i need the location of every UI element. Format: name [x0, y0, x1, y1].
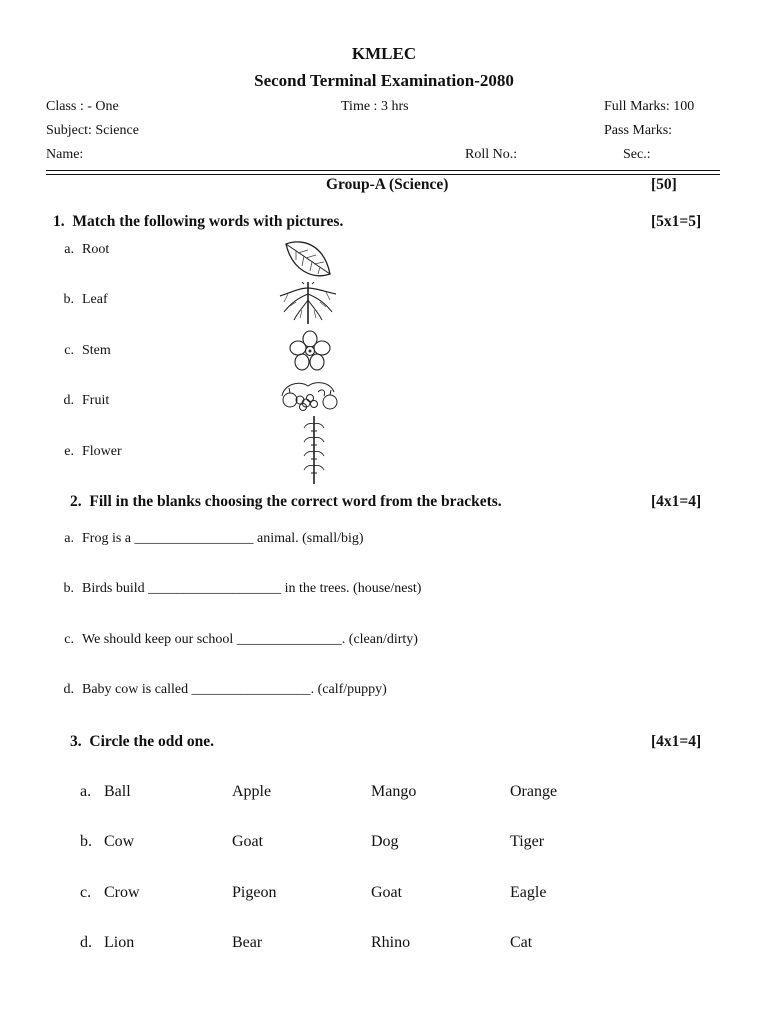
q1-item: d. Fruit	[63, 393, 110, 408]
q2-marks: [4x1=4]	[651, 493, 702, 510]
fruit-icon	[278, 378, 344, 412]
q3-number: 3.	[70, 733, 82, 750]
q3-row-letter: b.	[80, 833, 92, 850]
q3-heading	[70, 733, 214, 751]
q3-row-letter: c.	[80, 884, 92, 901]
q3-word[interactable]: Eagle	[510, 884, 547, 901]
q1-item: e. Flower	[64, 444, 122, 459]
q3-marks: [4x1=4]	[651, 733, 702, 750]
stem-icon	[302, 414, 326, 486]
q3-title: Circle the odd one.	[89, 733, 214, 750]
time-label: Time : 3 hrs	[341, 99, 409, 114]
subject-label: Subject: Science	[46, 123, 139, 138]
q3-word[interactable]: Mango	[371, 783, 417, 800]
q1-item: b. Leaf	[63, 292, 108, 307]
group-marks: [50]	[651, 176, 677, 193]
exam-title: Second Terminal Examination-2080	[254, 71, 514, 90]
q1-marks: [5x1=5]	[651, 213, 702, 230]
q1-item: a. Root	[64, 242, 110, 257]
header-rule-bottom	[46, 174, 720, 175]
q3-word[interactable]: Pigeon	[232, 884, 277, 901]
school-name: KMLEC	[351, 44, 417, 63]
q2-item: a. Frog is a _________________ animal. (small/big)	[64, 531, 364, 546]
q2-title: Fill in the blanks choosing the correct word from the brackets.	[89, 493, 502, 510]
q3-word[interactable]: Cat	[510, 934, 533, 951]
root-icon	[276, 282, 340, 326]
q3-word[interactable]: Tiger	[510, 833, 545, 850]
q1-title: Match the following words with pictures.	[72, 213, 344, 230]
q3-row-letter: d.	[80, 934, 92, 951]
class-label: Class : - One	[46, 99, 119, 114]
q2-number: 2.	[70, 493, 82, 510]
q1-item: c. Stem	[64, 343, 111, 358]
q3-word[interactable]: Orange	[510, 783, 558, 800]
leaf-icon	[282, 238, 334, 282]
q3-word[interactable]: Rhino	[371, 934, 411, 951]
group-title: Group-A (Science)	[326, 176, 449, 193]
q3-word[interactable]: Goat	[232, 833, 264, 850]
q3-word[interactable]: Crow	[104, 884, 140, 901]
q3-word[interactable]: Lion	[104, 934, 135, 951]
q2-item: c. We should keep our school _______________. (clean/dirty)	[64, 632, 418, 647]
name-field-label: Name:	[46, 147, 84, 162]
q1-number: 1.	[53, 213, 65, 230]
q3-word[interactable]: Dog	[371, 833, 399, 850]
q1-heading	[53, 213, 343, 231]
header-rule-top	[46, 170, 720, 171]
q3-word[interactable]: Ball	[104, 783, 131, 800]
section-field-label: Sec.:	[623, 147, 651, 162]
q3-word[interactable]: Cow	[104, 833, 135, 850]
pass-marks: Pass Marks:	[604, 123, 673, 138]
roll-field-label: Roll No.:	[465, 147, 518, 162]
q3-row-letter: a.	[80, 783, 92, 800]
q3-word[interactable]: Goat	[371, 884, 403, 901]
q2-item: d. Baby cow is called _________________. (calf/puppy)	[63, 682, 387, 697]
q2-item: b. Birds build ___________________ in the trees. (house/nest)	[63, 581, 422, 596]
flower-icon	[289, 330, 331, 372]
q2-heading	[70, 493, 502, 511]
q3-word[interactable]: Bear	[232, 934, 263, 951]
full-marks: Full Marks: 100	[604, 99, 695, 114]
q3-word[interactable]: Apple	[232, 783, 272, 800]
